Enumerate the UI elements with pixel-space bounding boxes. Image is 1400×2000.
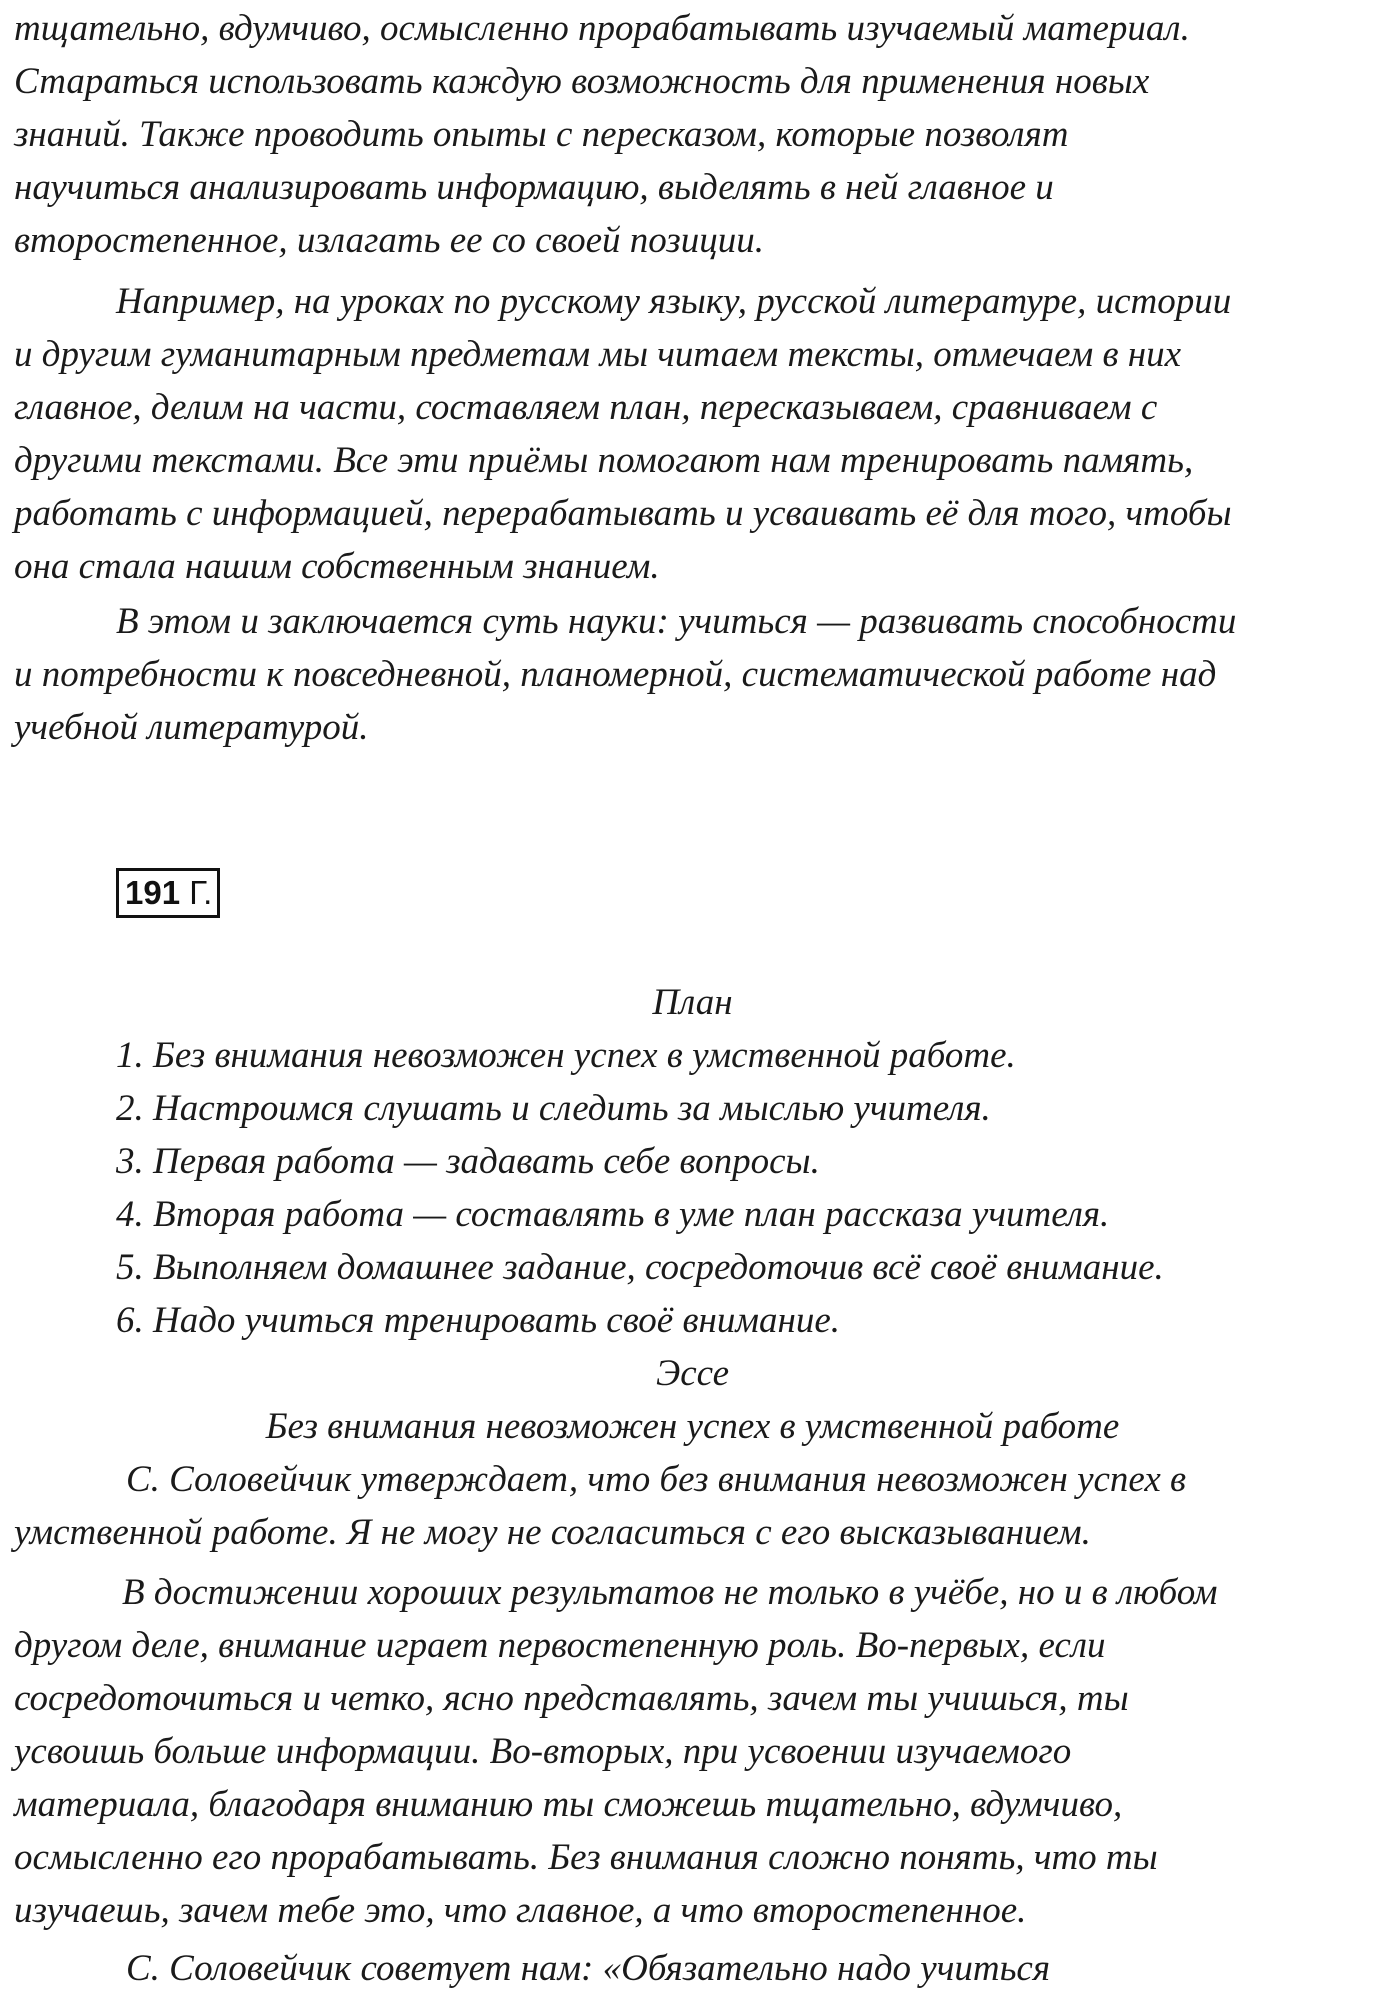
essay-p2-line-7: изучаешь, зачем тебе это, что главное, а что второстепенное. (14, 1890, 1027, 1931)
plan-item-5: 5. Выполняем домашнее задание, сосредоточив всё своё внимание. (116, 1247, 1164, 1288)
example-line-6: она стала нашим собственным знанием. (14, 546, 660, 587)
plan-item-2: 2. Настроимся слушать и следить за мыслью учителя. (116, 1088, 991, 1129)
essay-p2-line-4: усвоишь больше информации. Во-вторых, при усвоении изучаемого (14, 1731, 1072, 1772)
essay-p2-line-5: материала, благодаря вниманию ты сможешь тщательно, вдумчиво, (14, 1784, 1123, 1825)
essay-title: Без внимания невозможен успех в умственной работе (265, 1406, 1120, 1447)
plan-item-1: 1. Без внимания невозможен успех в умственной работе. (116, 1035, 1016, 1076)
exercise-number: 191 (125, 874, 181, 911)
example-line-5: работать с информацией, перерабатывать и усваивать её для того, чтобы (14, 493, 1232, 534)
essay-p1-line-1: С. Соловейчик утверждает, что без внимания невозможен успех в (126, 1459, 1187, 1500)
intro-line-2: Стараться использовать каждую возможность для применения новых (14, 61, 1150, 102)
essence-line-1: В этом и заключается суть науки: учиться — развивать способности (116, 601, 1237, 642)
intro-line-5: второстепенное, излагать ее со своей позиции. (14, 220, 764, 261)
example-line-4: другими текстами. Все эти приёмы помогают нам тренировать память, (14, 440, 1194, 481)
essence-line-2: и потребности к повседневной, планомерной, систематической работе над (14, 654, 1217, 695)
exercise-number-box (116, 868, 220, 918)
essence-line-3: учебной литературой. (14, 707, 369, 748)
essay-p2-line-6: осмысленно его прорабатывать. Без внимания сложно понять, что ты (14, 1837, 1158, 1878)
example-line-1: Например, на уроках по русскому языку, русской литературе, истории (116, 281, 1232, 322)
essay-p1-line-2: умственной работе. Я не могу не согласиться с его высказыванием. (14, 1512, 1091, 1553)
essay-p3-line-1: С. Соловейчик советует нам: «Обязательно надо учиться (126, 1948, 1051, 1989)
essay-p2-line-1: В достижении хороших результатов не только в учёбе, но и в любом (122, 1572, 1218, 1613)
intro-line-4: научиться анализировать информацию, выделять в ней главное и (14, 167, 1054, 208)
intro-line-3: знаний. Также проводить опыты с пересказом, которые позволят (14, 114, 1069, 155)
example-line-2: и другим гуманитарным предметам мы читаем тексты, отмечаем в них (14, 334, 1182, 375)
plan-item-6: 6. Надо учиться тренировать своё внимание. (116, 1300, 841, 1341)
plan-item-4: 4. Вторая работа — составлять в уме план рассказа учителя. (116, 1194, 1110, 1235)
essay-heading: Эссе (655, 1353, 729, 1394)
plan-item-3: 3. Первая работа — задавать себе вопросы. (116, 1141, 820, 1182)
intro-line-1: тщательно, вдумчиво, осмысленно прорабатывать изучаемый материал. (14, 8, 1190, 49)
exercise-variant: Г. (180, 874, 213, 911)
essay-p2-line-3: сосредоточиться и четко, ясно представлять, зачем ты учишься, ты (14, 1678, 1129, 1719)
essay-p2-line-2: другом деле, внимание играет первостепенную роль. Во-первых, если (14, 1625, 1106, 1666)
example-line-3: главное, делим на части, составляем план, пересказываем, сравниваем с (14, 387, 1158, 428)
plan-title: План (652, 982, 733, 1023)
